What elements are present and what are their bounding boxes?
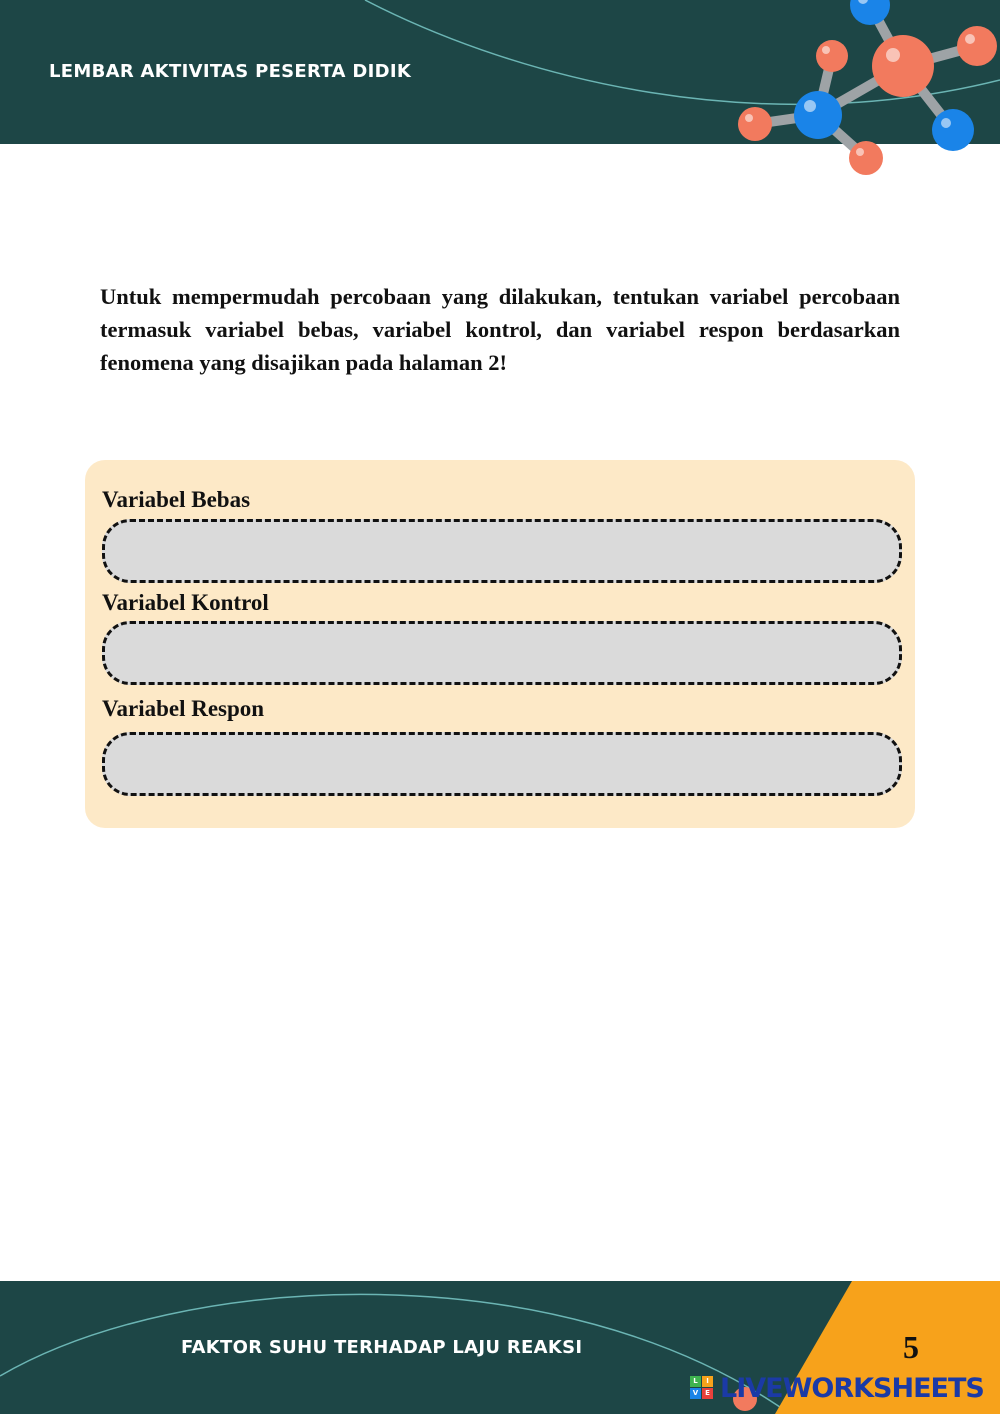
input-variabel-bebas[interactable] (102, 519, 902, 583)
input-variabel-respon[interactable] (102, 732, 902, 796)
label-variabel-respon: Variabel Respon (102, 696, 265, 721)
input-variabel-kontrol[interactable] (102, 621, 902, 685)
footer-title: FAKTOR SUHU TERHADAP LAJU REAKSI (181, 1337, 583, 1358)
liveworksheets-logo-icon: L I V E (690, 1376, 714, 1400)
liveworksheets-watermark (690, 1370, 984, 1406)
watermark-text: LIVEWORKSHEETS (720, 1372, 984, 1404)
label-variabel-bebas: Variabel Bebas (102, 487, 251, 512)
molecule-icon (0, 0, 1000, 190)
header-title: LEMBAR AKTIVITAS PESERTA DIDIK (49, 61, 412, 82)
label-variabel-kontrol: Variabel Kontrol (102, 590, 269, 615)
page-footer (0, 1281, 1000, 1414)
page-number: 5 (903, 1329, 919, 1365)
instruction-text: Untuk mempermudah percobaan yang dilakukan, tentukan variabel percobaan termasuk variabel bebas, variabel kontrol, dan variabel respon berdasarkan fenomena yang disajikan pada halaman 2! (100, 284, 900, 375)
